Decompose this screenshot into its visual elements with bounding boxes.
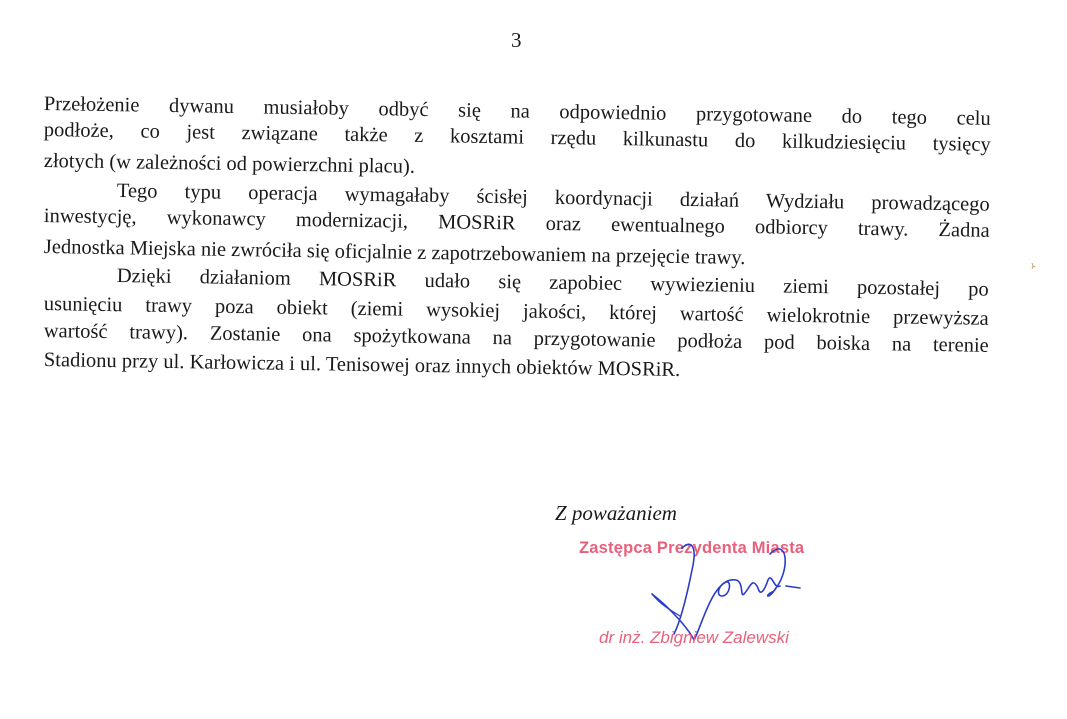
body-line-text: Stadionu przy ul. Karłowicza i ul. Tenisowej oraz innych obiektów MOSRiR.	[43, 349, 681, 381]
body-line-text: Jednostka Miejska nie zwróciła się oficjalnie z zapotrzebowaniem na przejęcie trawy.	[43, 236, 746, 270]
body-line-text: wartość trawy). Zostanie ona spożytkowana na przygotowanie podłoża pod boiska na terenie	[43, 320, 989, 357]
body-line-7	[117, 266, 989, 300]
body-line-text: inwestycję, wykonawcy modernizacji, MOSRiR oraz ewentualnego odbiorcy trawy. Żadna	[43, 205, 990, 242]
page-number: 3	[511, 28, 522, 52]
body-line-text: Dzięki działaniom MOSRiR udało się zapobiec wywiezieniu ziemi pozostałej po	[116, 265, 989, 301]
body-line-6	[44, 237, 746, 269]
closing-greeting: Z poważaniem	[555, 501, 677, 525]
scan-speck	[1030, 262, 1036, 270]
body-line-text: złotych (w zależności od powierzchni placu).	[43, 150, 416, 178]
handwritten-signature	[640, 530, 820, 670]
stamp-title: Zastępca Prezydenta Miasta	[579, 539, 805, 557]
stamp-name: dr inż. Zbigniew Zalewski	[599, 628, 789, 647]
body-line-text: Przełożenie dywanu musiałoby odbyć się na odpowiednio przygotowane do tego celu	[43, 93, 991, 130]
body-line-text: usunięciu trawy poza obiekt (ziemi wysokiej jakości, której wartość wielokrotnie przewyższa	[43, 293, 989, 330]
body-line-3	[44, 151, 415, 177]
body-line-text: Tego typu operacja wymagałaby ścisłej koordynacji działań Wydziału prowadzącego	[116, 180, 990, 216]
body-line-text: podłoże, co jest związane także z kosztami rzędu kilkunastu do kilkudziesięciu tysięcy	[43, 119, 991, 156]
body-line-10	[44, 350, 681, 380]
